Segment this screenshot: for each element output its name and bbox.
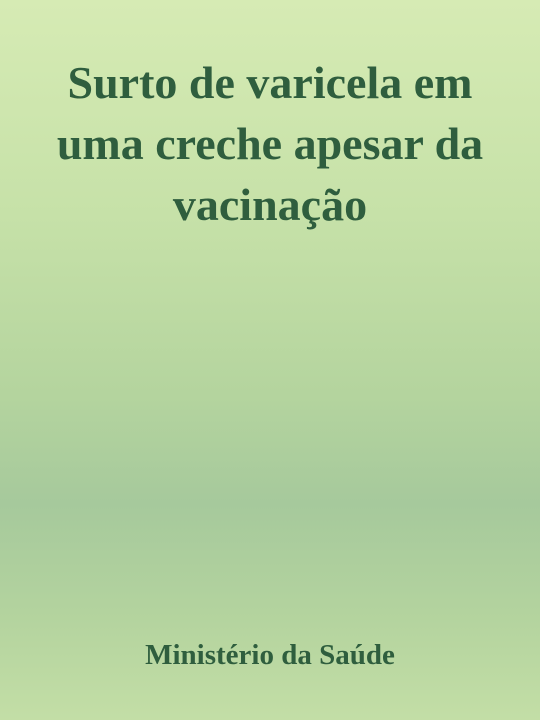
cover-author: Ministério da Saúde [145, 639, 395, 671]
cover-title: Surto de varicela em uma creche apesar da vacinação [56, 57, 484, 230]
